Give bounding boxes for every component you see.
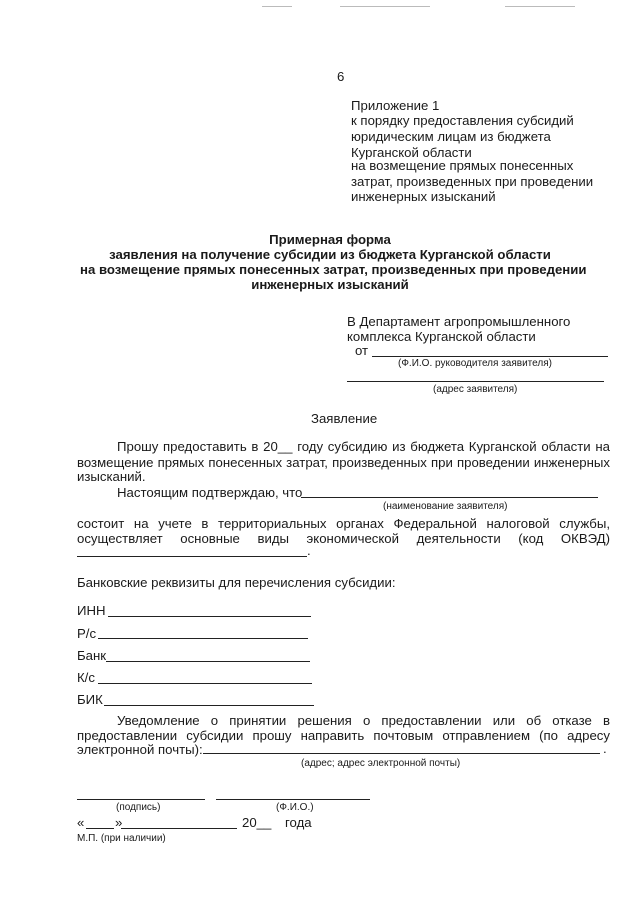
appendix-title: Приложение 1 xyxy=(351,98,440,113)
applicant-name-field[interactable] xyxy=(301,497,598,498)
form-heading: Примерная форма xyxy=(269,232,391,247)
fio-field[interactable] xyxy=(372,356,608,357)
email-caption: (адрес; адрес электронной почты) xyxy=(301,758,461,769)
year-suffix: года xyxy=(285,815,312,830)
rs-label: Р/с xyxy=(77,626,97,641)
ks-label: К/с xyxy=(77,670,95,685)
notice-line: Уведомление о принятии решения о предоставлении или об отказе в xyxy=(117,713,610,728)
appendix-line: к порядку предоставления субсидий xyxy=(351,113,574,128)
recipient-line: комплекса Курганской области xyxy=(347,329,536,344)
bik-field[interactable] xyxy=(104,705,314,706)
scan-artifact xyxy=(505,6,575,7)
appendix-line: юридическим лицам из бюджета xyxy=(351,129,551,144)
appendix-line: Курганской области xyxy=(351,145,472,160)
month-field[interactable] xyxy=(121,828,237,829)
page-number: 6 xyxy=(337,69,345,84)
scan-artifact xyxy=(340,6,430,7)
signature-caption: (подпись) xyxy=(116,802,161,813)
appendix-line: затрат, произведенных при проведении xyxy=(351,174,594,189)
form-heading: заявления на получение субсидии из бюджета Курганской области xyxy=(109,247,551,262)
signature-fio-field[interactable] xyxy=(216,799,370,800)
notice-line: электронной почты): xyxy=(77,742,203,757)
signature-fio-caption: (Ф.И.О.) xyxy=(276,802,314,813)
signature-field[interactable] xyxy=(77,799,205,800)
appendix-line: на возмещение прямых понесенных xyxy=(351,158,574,173)
stamp-note: М.П. (при наличии) xyxy=(77,833,166,844)
body-line: Прошу предоставить в 20__ году субсидию из бюджета Курганской области на xyxy=(117,439,610,454)
bank-field[interactable] xyxy=(106,661,310,662)
inn-field[interactable] xyxy=(108,616,311,617)
day-field[interactable] xyxy=(86,828,114,829)
body-line: осуществляет основные виды экономической деятельности (код ОКВЭД) xyxy=(77,531,610,546)
body-line: изысканий. xyxy=(77,469,146,484)
recipient-line: В Департамент агропромышленного xyxy=(347,314,571,329)
period: . xyxy=(307,543,311,558)
body-line: состоит на учете в территориальных органах Федеральной налоговой службы, xyxy=(77,516,610,531)
body-line: возмещение прямых понесенных затрат, произведенных при проведении инженерных xyxy=(77,455,610,470)
appendix-line: инженерных изысканий xyxy=(351,189,496,204)
inn-label: ИНН xyxy=(77,603,106,618)
address-caption: (адрес заявителя) xyxy=(433,384,518,395)
bik-label: БИК xyxy=(77,692,103,707)
document-title: Заявление xyxy=(311,411,378,426)
rs-field[interactable] xyxy=(98,638,308,639)
applicant-caption: (наименование заявителя) xyxy=(383,501,508,512)
scan-artifact xyxy=(262,6,292,7)
period: . xyxy=(603,741,607,756)
address-field[interactable] xyxy=(347,381,604,382)
bank-heading: Банковские реквизиты для перечисления субсидии: xyxy=(77,575,396,590)
recipient-from: от xyxy=(355,343,369,358)
confirm-text: Настоящим подтверждаю, что xyxy=(117,485,303,500)
notice-line: предоставлении субсидии прошу направить почтовым отправлением (по адресу xyxy=(77,728,610,743)
date-open-quote: « xyxy=(77,815,85,830)
email-field[interactable] xyxy=(203,753,600,754)
form-heading: инженерных изысканий xyxy=(251,277,409,292)
ks-field[interactable] xyxy=(98,683,312,684)
year-prefix: 20__ xyxy=(242,815,272,830)
fio-caption: (Ф.И.О. руководителя заявителя) xyxy=(398,358,552,369)
okved-field[interactable] xyxy=(77,556,307,557)
bank-label: Банк xyxy=(77,648,107,663)
date-close-quote: » xyxy=(115,815,123,830)
form-heading: на возмещение прямых понесенных затрат, произведенных при проведении xyxy=(80,262,587,277)
